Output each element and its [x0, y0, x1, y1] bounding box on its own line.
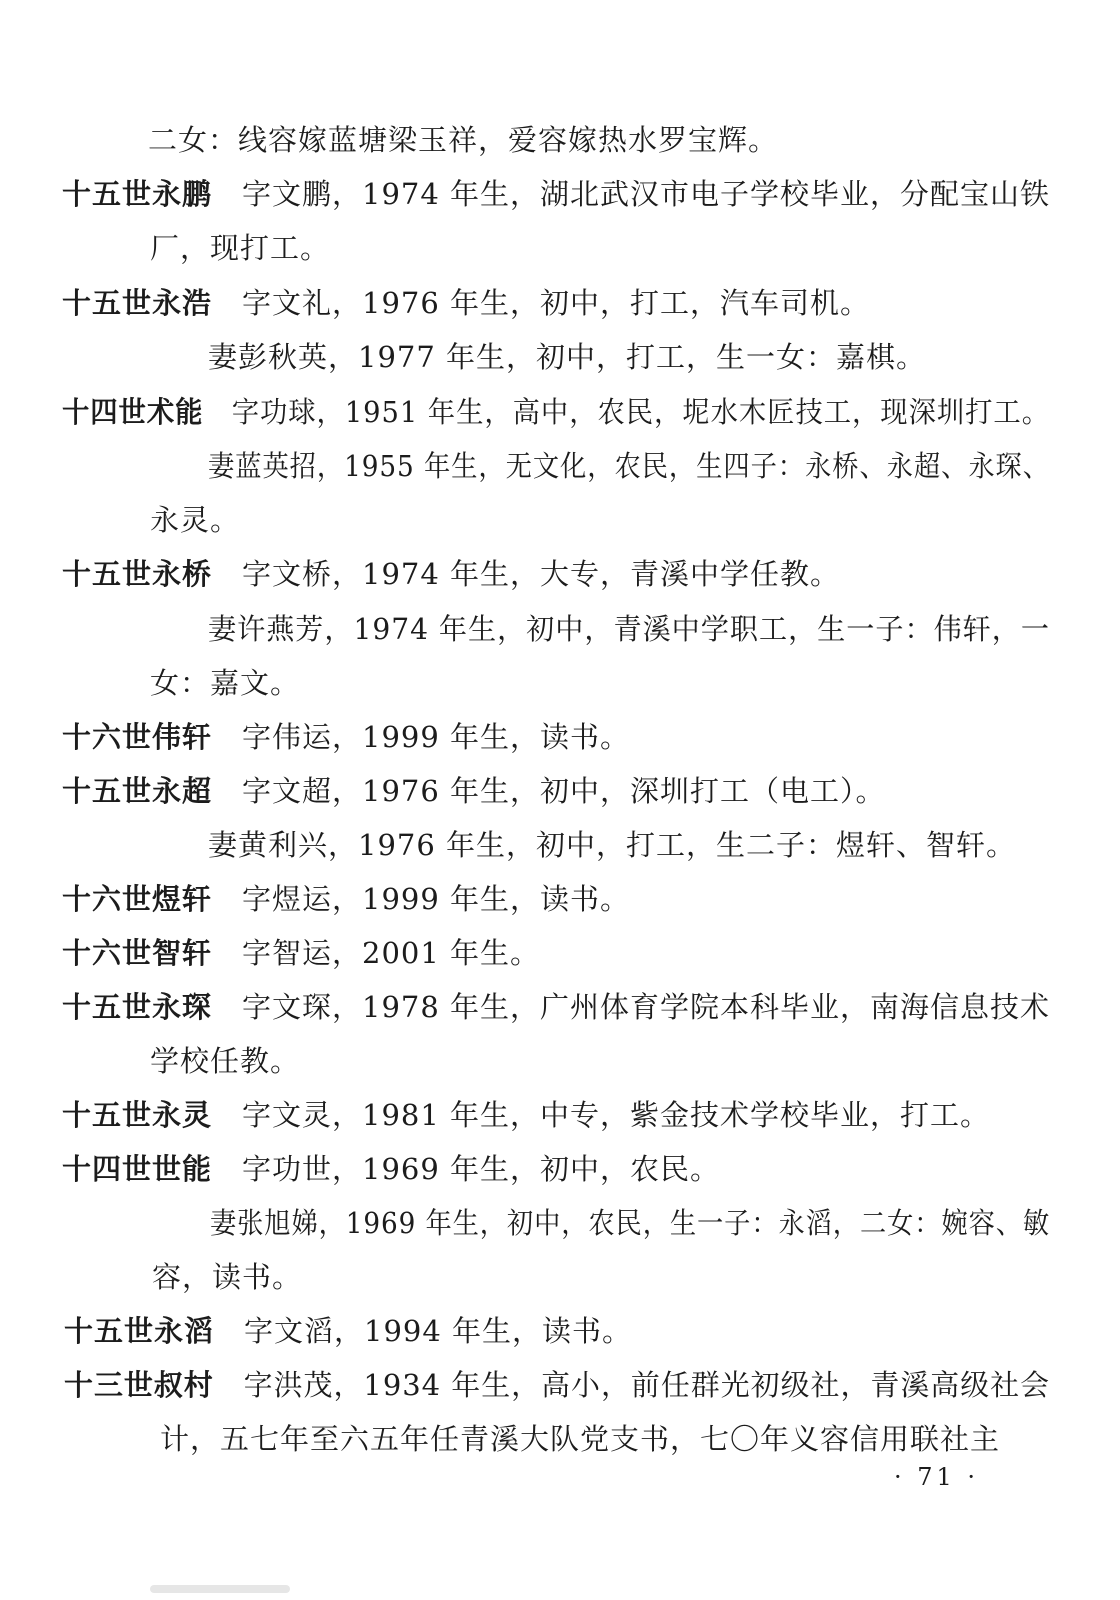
entry-line [62, 933, 540, 973]
entry-line [64, 1365, 1050, 1405]
line-text: 字文超，1976 年生，初中，深圳打工（电工）。 [242, 774, 886, 808]
line-text: 妻彭秋英，1977 年生，初中，打工，生一女：嘉棋。 [208, 340, 927, 374]
line-text: 妻张旭娣，1969 年生，初中，农民，生一子：永滔，二女：婉容、敏 [210, 1206, 1051, 1240]
text-line [150, 663, 300, 703]
line-text: 计，五七年至六五年任青溪大队党支书，七〇年义容信用联社主 [160, 1422, 1001, 1456]
entry-heading: 十四世世能 [62, 1152, 213, 1186]
entry-heading: 十五世永滔 [64, 1314, 215, 1348]
line-text: 字文礼，1976 年生，初中，打工，汽车司机。 [242, 286, 871, 320]
entry-line [62, 283, 870, 323]
text-line [208, 825, 1016, 865]
entry-heading: 十五世永桥 [62, 557, 213, 591]
text-line [208, 609, 1050, 649]
line-text: 字煜运，1999 年生，读书。 [242, 882, 631, 916]
text-line [150, 500, 240, 540]
entry-line [62, 771, 886, 811]
entry-line [62, 1149, 720, 1189]
text-line [208, 337, 926, 377]
text-line [152, 1257, 302, 1297]
line-text: 二女：线容嫁蓝塘梁玉祥，爱容嫁热水罗宝辉。 [148, 123, 779, 157]
entry-heading: 十五世永灵 [62, 1098, 213, 1132]
line-text: 妻黄利兴，1976 年生，初中，打工，生二子：煜轩、智轩。 [208, 828, 1017, 862]
entry-line [62, 554, 840, 594]
entry-line [62, 174, 1050, 214]
entry-heading: 十五世永鹏 [62, 177, 213, 211]
entry-heading: 十五世永琛 [62, 990, 213, 1024]
line-text: 字文滔，1994 年生，读书。 [244, 1314, 633, 1348]
entry-line [64, 1311, 632, 1351]
entry-heading: 十六世智轩 [62, 936, 213, 970]
line-text: 字洪茂，1934 年生，高小，前任群光初级社，青溪高级社会 [243, 1368, 1051, 1402]
text-line [150, 1041, 300, 1081]
entry-heading: 十六世煜轩 [62, 882, 213, 916]
line-text: 字功世，1969 年生，初中，农民。 [242, 1152, 721, 1186]
entry-heading: 十六世伟轩 [62, 720, 213, 754]
entry-heading: 十三世叔村 [64, 1368, 214, 1402]
line-text: 字文琛，1978 年生，广州体育学院本科毕业，南海信息技术 [242, 990, 1051, 1024]
line-text: 字功球，1951 年生，高中，农民，坭水木匠技工，现深圳打工。 [231, 395, 1050, 429]
line-text: 厂，现打工。 [150, 231, 331, 265]
entry-heading: 十五世永浩 [62, 286, 213, 320]
text-line [208, 446, 1050, 486]
line-text: 永灵。 [150, 503, 241, 537]
text-line [150, 228, 330, 268]
entry-line [62, 987, 1050, 1027]
text-line [210, 1203, 1050, 1243]
line-text: 字文灵，1981 年生，中专，紫金技术学校毕业，打工。 [242, 1098, 991, 1132]
entry-line [62, 879, 630, 919]
line-text: 妻许燕芳，1974 年生，初中，青溪中学职工，生一子：伟轩，一 [208, 612, 1050, 646]
entry-line [62, 717, 630, 757]
entry-line [62, 1095, 990, 1135]
text-line [148, 120, 778, 160]
line-text: 妻蓝英招，1955 年生，无文化，农民，生四子：永桥、永超、永琛、 [208, 449, 1051, 483]
line-text: 女：嘉文。 [150, 666, 301, 700]
line-text: 字文桥，1974 年生，大专，青溪中学任教。 [242, 557, 841, 591]
page-number: · 71 · [894, 1463, 980, 1491]
line-text: 容，读书。 [152, 1260, 303, 1294]
entry-heading: 十四世术能 [62, 395, 204, 429]
text-line [160, 1419, 1000, 1459]
line-text: 字智运，2001 年生。 [242, 936, 541, 970]
entry-heading: 十五世永超 [62, 774, 213, 808]
line-text: 字伟运，1999 年生，读书。 [242, 720, 631, 754]
line-text: 学校任教。 [150, 1044, 301, 1078]
entry-line [62, 392, 1050, 432]
line-text: 字文鹏，1974 年生，湖北武汉市电子学校毕业，分配宝山铁 [242, 177, 1051, 211]
scan-smudge [150, 1585, 290, 1593]
